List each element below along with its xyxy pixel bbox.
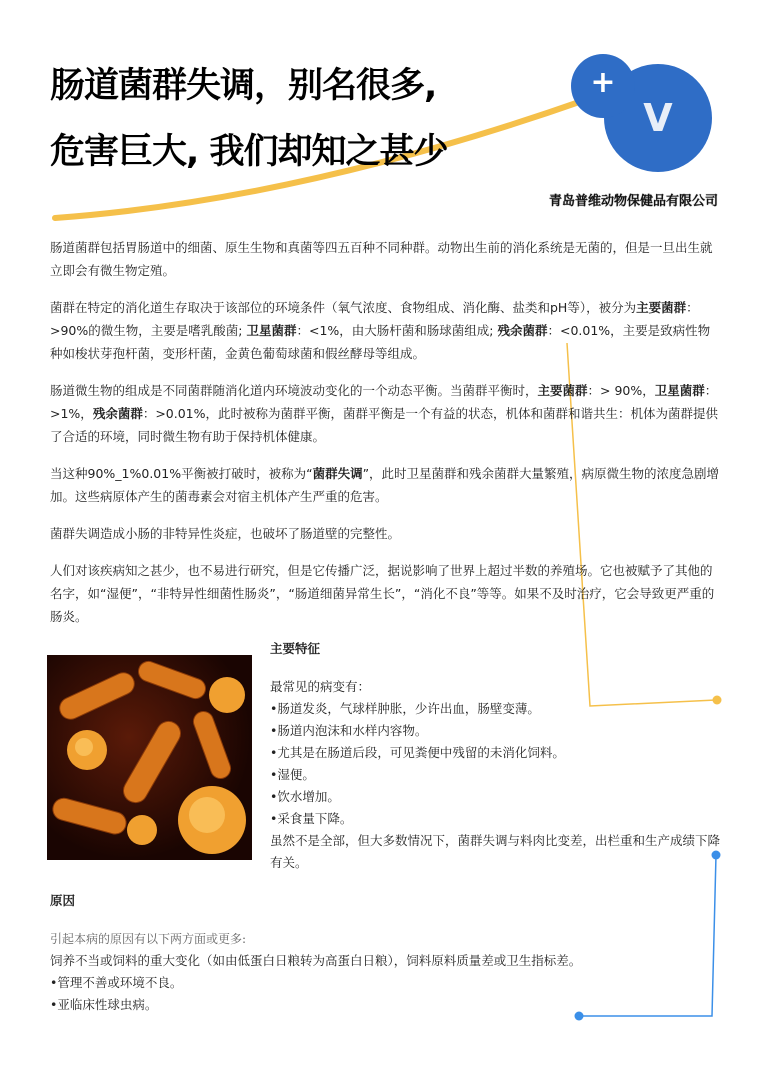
- text-segment: 肠道菌群包括胃肠道中的细菌、原生生物和真菌等四五百种不同种群。动物出生前的消化系统是无菌的，但是一旦出生就立即会有微生物定殖。: [50, 240, 713, 278]
- list-item: •采食量下降。: [270, 811, 353, 826]
- bold-term: 卫星菌群: [654, 383, 705, 398]
- text-segment: 人们对该疾病知之甚少，也不易进行研究，但是它传播广泛，据说影响了世界上超过半数的养殖场。它也被赋予了其他的名字，如“湿便”，“非特异性细菌性肠炎”，“肠道细菌异常生长”，“消化不良”等等。如果不及时治疗，它会导致更严重的肠炎。: [50, 563, 715, 624]
- list-item: •管理不善或环境不良。: [50, 975, 183, 990]
- paragraph: [50, 522, 722, 545]
- logo-plus-circle: [571, 54, 635, 118]
- paragraph: [50, 379, 722, 448]
- bold-term: 菌群失调: [312, 466, 363, 481]
- list-item: •饮水增加。: [270, 789, 340, 804]
- logo-letter: V: [643, 96, 673, 140]
- text-segment: ：>1%，: [50, 383, 718, 421]
- text-segment: 肠道微生物的组成是不同菌群随消化道内环境波动变化的一个动态平衡。当菌群平衡时，: [50, 383, 538, 398]
- text-segment: ：<0.01%，主要是致病性物种如梭状芽孢杆菌，变形杆菌，金黄色葡萄球菌和假丝酵母等组成。: [50, 323, 711, 361]
- cause-section: [50, 890, 690, 1016]
- article-body: [50, 236, 722, 642]
- company-name: 青岛普维动物保健品有限公司: [548, 194, 718, 209]
- bold-term: 残余菌群: [497, 323, 548, 338]
- text-segment: ：>0.01%，此时被称为菌群平衡，菌群平衡是一个有益的状态，机体和菌群和谐共生：机体为菌群提供了合适的环境，同时微生物有助于保持机体健康。: [50, 406, 719, 444]
- text-segment: 当这种90%_1%0.01%平衡被打破时，被称为“: [50, 466, 313, 481]
- bold-term: 主要菌群: [636, 300, 687, 315]
- text-segment: 菌群失调造成小肠的非特异性炎症，也破坏了肠道壁的完整性。: [50, 526, 401, 541]
- paragraph: [50, 296, 722, 365]
- text-segment: 菌群在特定的消化道生存取决于该部位的环境条件（氧气浓度、食物组成、消化酶、盐类和pH等），被分为: [50, 300, 637, 315]
- bacteria-image: [47, 655, 252, 860]
- text-segment: ：>90%的微生物，主要是嗜乳酸菌;: [50, 300, 699, 338]
- paragraph: [50, 236, 722, 282]
- main-features-section: [270, 638, 725, 874]
- list-item: •肠道内泡沫和水样内容物。: [270, 723, 428, 738]
- text-segment: ：> 90%，: [587, 383, 655, 398]
- plus-icon: +: [590, 65, 616, 100]
- cause-heading: 原因: [50, 893, 76, 908]
- page-title-line-2: 危害巨大, 我们却知之甚少: [50, 132, 448, 172]
- text-segment: ：<1%，由大肠杆菌和肠球菌组成;: [296, 323, 498, 338]
- paragraph: [50, 462, 722, 508]
- bold-term: 残余菌群: [92, 406, 143, 421]
- bold-term: 卫星菌群: [246, 323, 297, 338]
- cause-intro: 引起本病的原因有以下两方面或更多:: [50, 932, 247, 946]
- features-intro: 最常见的病变有：: [270, 679, 371, 694]
- list-item: •肠道发炎，气球样肿胀，少许出血，肠壁变薄。: [270, 701, 540, 716]
- list-item: •尤其是在肠道后段，可见粪便中残留的未消化饲料。: [270, 745, 565, 760]
- page-title-line-1: 肠道菌群失调，别名很多,: [50, 66, 437, 106]
- list-item: 饲养不当或饲料的重大变化（如由低蛋白日粮转为高蛋白日粮），饲料原料质量差或卫生指标差。: [50, 953, 582, 968]
- text-segment: ”，此时卫星菌群和残余菌群大量繁殖，病原微生物的浓度急剧增加。这些病原体产生的菌毒素会对宿主机体产生严重的危害。: [50, 466, 720, 504]
- bold-term: 主要菌群: [537, 383, 588, 398]
- features-heading: 主要特征: [270, 641, 321, 656]
- list-item: •亚临床性球虫病。: [50, 997, 158, 1012]
- list-item: •湿便。: [270, 767, 315, 782]
- features-conclusion: 虽然不是全部，但大多数情况下，菌群失调与料肉比变差，出栏重和生产成绩下降有关。: [270, 833, 721, 870]
- paragraph: [50, 559, 722, 628]
